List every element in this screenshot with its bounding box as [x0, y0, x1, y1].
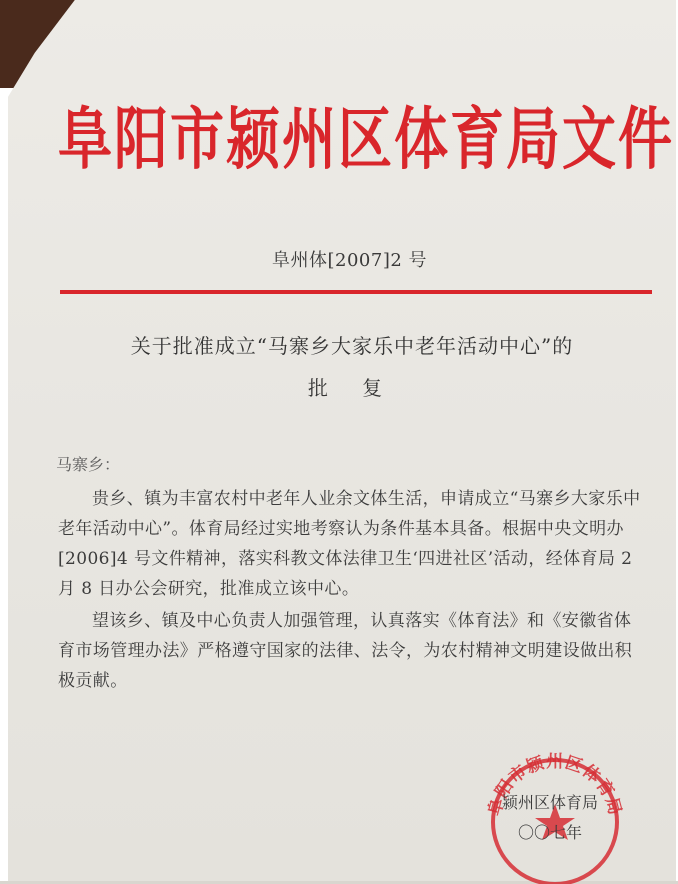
issuer-header: 阜阳市颍州区体育局文件 [58, 99, 674, 179]
document-number: 阜州体[2007]2 号 [272, 250, 428, 271]
seal-ring-text: 阜阳市颍州区体育局 [485, 752, 625, 818]
official-seal [480, 744, 630, 884]
subject-title: 关于批准成立“马寨乡大家乐中老年活动中心”的 [130, 334, 574, 358]
salutation: 马寨乡： [56, 455, 121, 474]
body-paragraph-1: 贵乡、镇为丰富农村中老年人业余文体生活，申请成立“马寨乡大家乐中老年活动中心”。体育局经过实地考察认为条件基本具备。根据中央文明办[2006]4 号文件精神，落实科教文体法律卫生‘四进社区’活动，经体育局 2 月 8 日办公会研究，批准成立该中心。 [58, 489, 641, 599]
signature-date: 〇〇七年 [518, 823, 583, 842]
subject-title-type: 批 复 [307, 376, 397, 400]
body-paragraph-2: 望该乡、镇及中心负责人加强管理，认真落实《体育法》和《安徽省体育市场管理办法》严格遵守国家的法律、法令，为农村精神文明建设做出积极贡献。 [58, 611, 633, 691]
signature-organization: 颍州区体育局 [502, 793, 599, 812]
red-divider [60, 290, 652, 294]
